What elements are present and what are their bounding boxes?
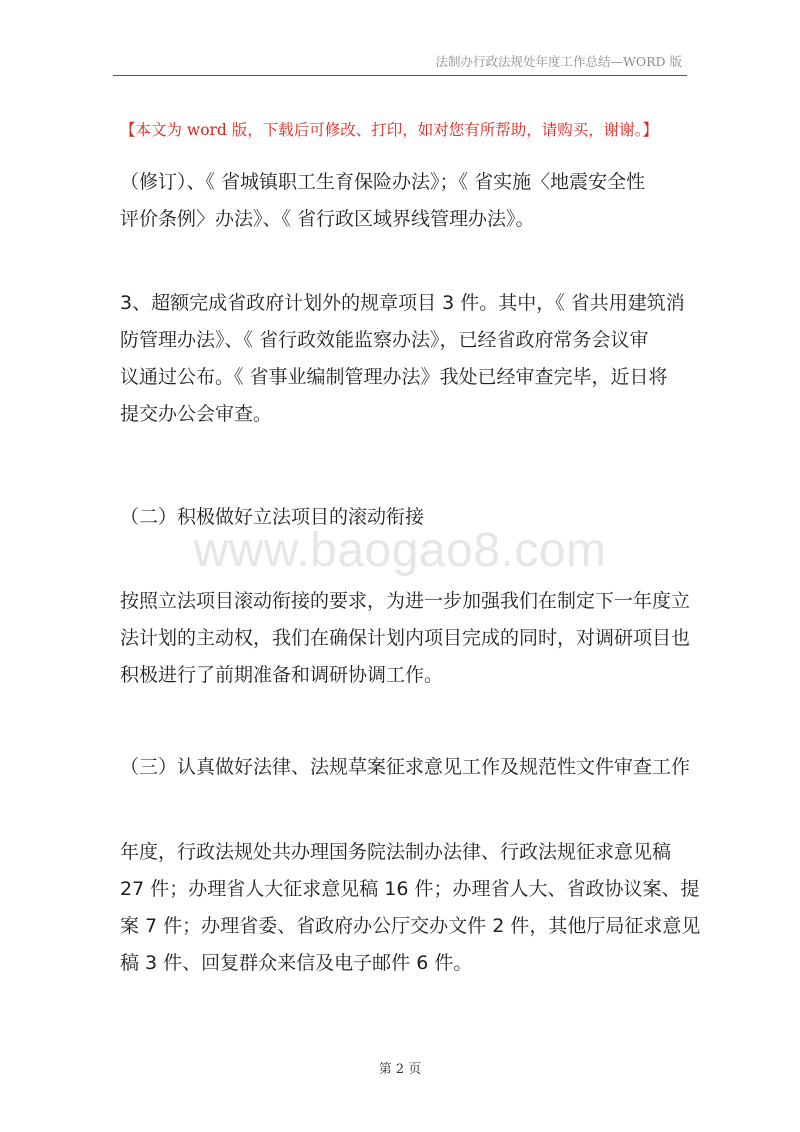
text-line: 积极进行了前期准备和调研协调工作。 — [120, 664, 444, 686]
text-line: 稿 3 件、回复群众来信及电子邮件 6 件。 — [120, 952, 473, 974]
paragraph-4 — [120, 834, 701, 982]
text-line: 提交办公会审查。 — [120, 403, 273, 425]
page-number: 第 2 页 — [378, 1062, 422, 1077]
paragraph-3 — [120, 583, 690, 694]
paragraph-2 — [120, 285, 690, 433]
section-heading-3 — [120, 749, 690, 786]
text-line: （三）认真做好法律、法规草案征求意见工作及规范性文件审查工作 — [120, 756, 691, 778]
text-line: 法计划的主动权，我们在确保计划内项目完成的同时，对调研项目也 — [120, 627, 691, 649]
text-line: 按照立法项目滚动衔接的要求，为进一步加强我们在制定下一年度立 — [120, 590, 691, 612]
text-line: 防管理办法》、《 省行政效能监察办法》，已经省政府常务会议审 — [120, 329, 649, 351]
text-line: （二）积极做好立法项目的滚动衔接 — [120, 506, 425, 528]
text-line: 27 件；办理省人大征求意见稿 16 件；办理省人大、省政协议案、提 — [120, 878, 700, 900]
text-line: 评价条例〉办法》、《 省行政区域界线管理办法》。 — [120, 208, 535, 230]
text-line: 年度，行政法规处共办理国务院法制办法律、行政法规征求意见稿 — [120, 841, 672, 863]
watermark: www.baogao8.com — [193, 524, 607, 577]
paragraph-1 — [120, 164, 690, 238]
text-line: 议通过公布。《 省事业编制管理办法》我处已经审查完毕，近日将 — [120, 366, 668, 388]
header-title: 法制办行政法规处年度工作总结—WORD 版 — [435, 54, 682, 69]
text-line: （修订）、《 省城镇职工生育保险办法》；《 省实施〈地震安全性 — [120, 171, 646, 193]
text-line: 3、超额完成省政府计划外的规章项目 3 件。其中，《 省共用建筑消 — [120, 292, 685, 314]
text-line: 案 7 件；办理省委、省政府办公厅交办文件 2 件，其他厅局征求意见 — [120, 915, 701, 937]
purchase-notice: 【本文为 word 版，下载后可修改、打印，如对您有所帮助，请购买，谢谢。】 — [120, 121, 659, 139]
header-divider — [113, 75, 687, 76]
